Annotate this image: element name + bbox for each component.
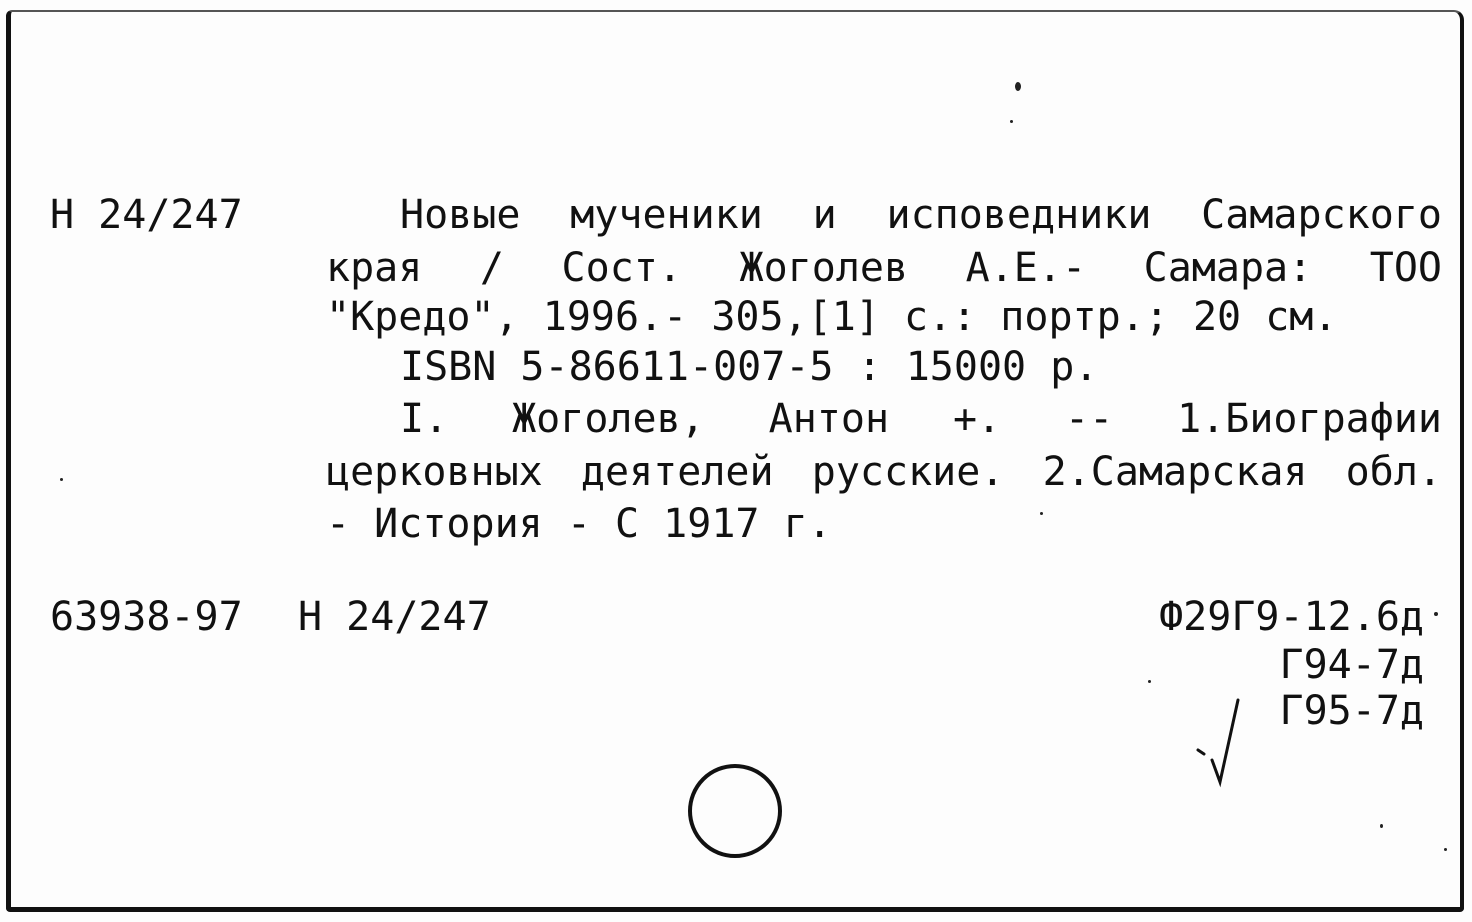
classification-code-2: Г94-7д [1279, 642, 1424, 688]
speck [1380, 824, 1383, 828]
subjects-line-1: I. Жоголев, Антон +. -- 1.Биографии [400, 396, 1442, 442]
check-mark-icon [1190, 690, 1260, 790]
speck [1148, 680, 1151, 683]
classification-code-1: Ф29Г9-12.6д [1159, 594, 1424, 640]
shelf-mark-bottom: Н 24/247 [298, 594, 491, 640]
speck [1444, 848, 1447, 851]
speck [1010, 120, 1013, 123]
isbn-line: ISBN 5-86611-007-5 : 15000 р. [400, 344, 1099, 390]
speck [1015, 82, 1021, 91]
speck [1434, 612, 1438, 616]
description-line-1: Новые мученики и исповедники Самарского [400, 192, 1442, 238]
classification-code-3: Г95-7д [1279, 688, 1424, 734]
circle-hole-icon [688, 764, 782, 858]
subjects-line-3: - История - С 1917 г. [326, 501, 832, 547]
inventory-number: 63938-97 [50, 594, 243, 640]
description-line-2: края / Сост. Жоголев А.Е.- Самара: ТОО [326, 245, 1442, 291]
shelf-mark: Н 24/247 [50, 192, 243, 238]
speck [1040, 512, 1043, 515]
speck [60, 478, 63, 481]
subjects-line-2: церковных деятелей русские. 2.Самарская обл. [326, 449, 1442, 495]
description-line-3: "Кредо", 1996.- 305,[1] с.: портр.; 20 см. [326, 294, 1338, 340]
